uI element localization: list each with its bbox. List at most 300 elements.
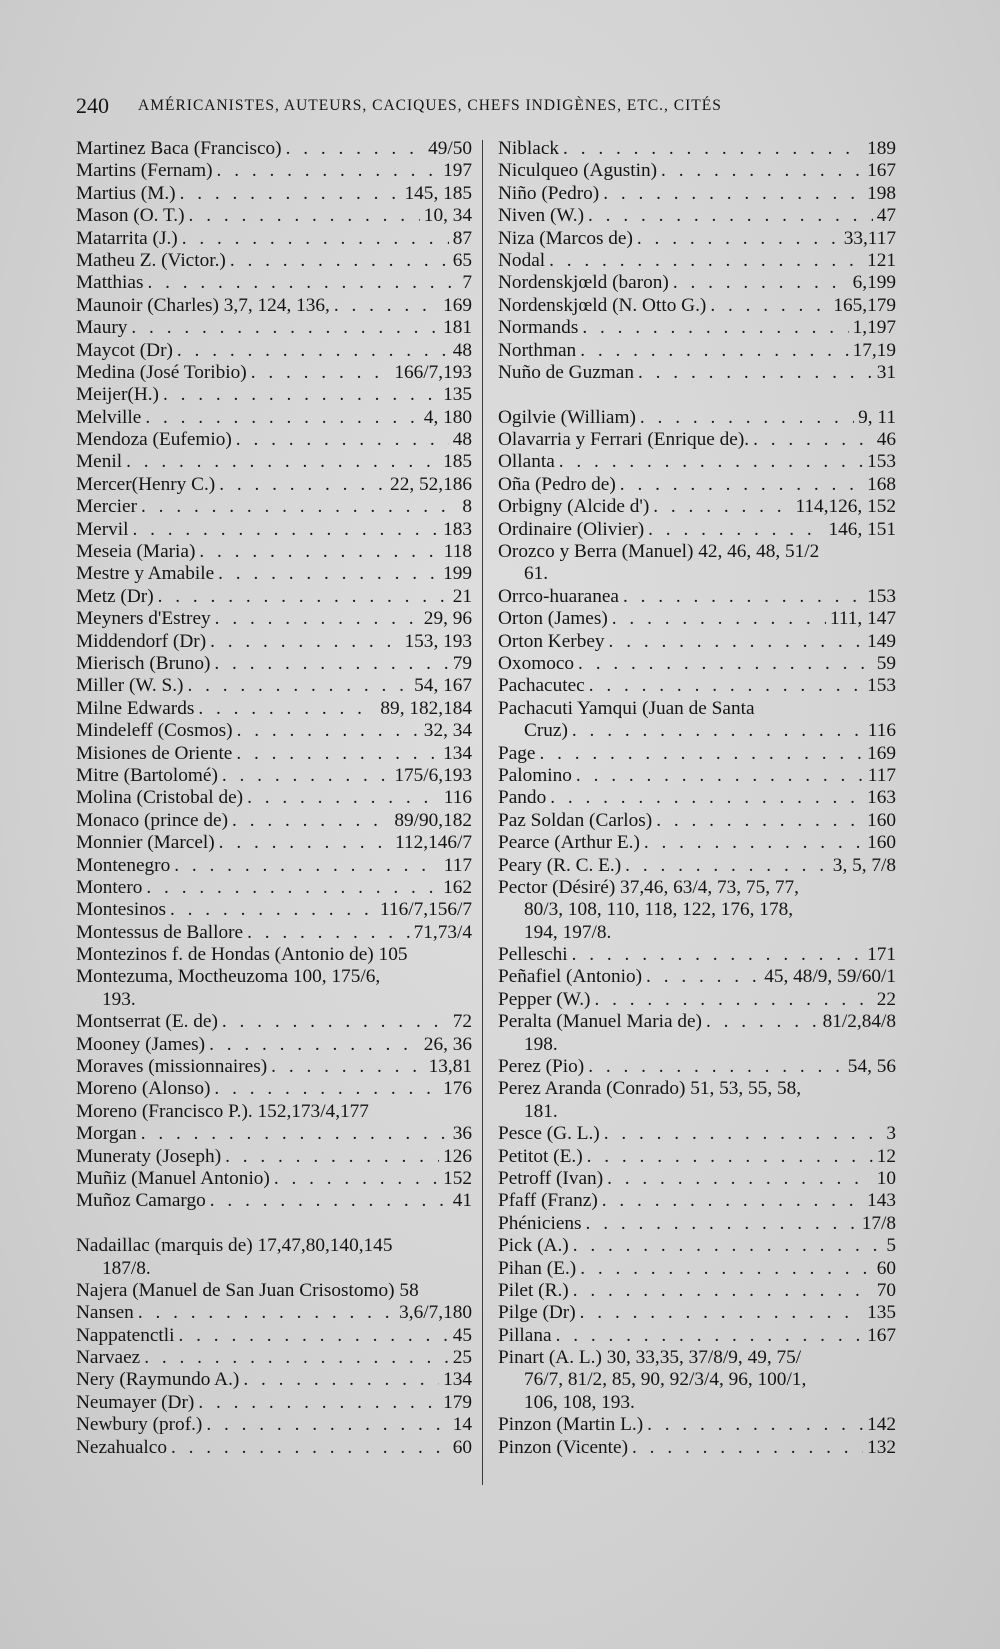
index-entry (76, 340, 472, 362)
index-entry (498, 295, 896, 317)
index-column-right (498, 138, 896, 1459)
dot-leader (580, 1258, 873, 1280)
entry-pages: 9, 11 (858, 406, 896, 428)
dot-leader (640, 407, 854, 429)
index-column-left (76, 138, 472, 1459)
dot-leader (625, 855, 829, 877)
entry-pages: 189 (867, 138, 896, 159)
entry-pages: 3, 5, 7/8 (832, 854, 896, 876)
entry-pages: 171 (867, 944, 896, 966)
entry-pages: 47 (876, 205, 896, 227)
index-entry (498, 586, 896, 608)
entry-pages: 79 (452, 652, 472, 674)
index-entry (76, 138, 472, 160)
index-entry (498, 228, 896, 250)
entry-name: Nuño de Guzman (498, 361, 635, 383)
entry-pages: 48 (452, 339, 472, 361)
dot-leader (214, 653, 448, 675)
entry-pages: 46 (876, 429, 896, 451)
entry-name: Niza (Marcos de) (498, 227, 633, 249)
dot-leader (656, 810, 863, 832)
entry-pages: 132 (867, 1436, 896, 1458)
section-gap (498, 384, 896, 406)
entry-name: Palomino (498, 764, 572, 786)
dot-leader (550, 787, 863, 809)
entry-pages: 126 (443, 1145, 472, 1167)
entry-pages: 185 (443, 451, 472, 473)
entry-pages: 167 (867, 160, 896, 182)
entry-continuation: 187/8. (102, 1257, 151, 1279)
dot-leader (198, 1392, 439, 1414)
index-entry (498, 429, 896, 451)
entry-pages: 167 (867, 1324, 896, 1346)
index-entry (498, 1168, 896, 1190)
index-entry (498, 966, 896, 988)
dot-leader (198, 698, 376, 720)
index-entry (498, 474, 896, 496)
entry-pages: 117 (443, 854, 472, 876)
entry-name: Montenegro (76, 854, 171, 876)
entry-name: Mercer(Henry C.) (76, 473, 216, 495)
entry-name: Neumayer (Dr) (76, 1391, 195, 1413)
index-entry (498, 653, 896, 675)
entry-pages: 197 (443, 160, 472, 182)
entry-pages: 149 (867, 630, 896, 652)
index-entry (498, 272, 896, 294)
dot-leader (141, 1123, 449, 1145)
entry-name: Pinzon (Martin L.) (498, 1414, 644, 1436)
entry-pages: 7 (462, 272, 472, 294)
entry-name: Phéniciens (498, 1212, 582, 1234)
index-entry (498, 832, 896, 854)
entry-name: Molina (Cristobal de) (76, 787, 244, 809)
entry-name: Northman (498, 339, 577, 361)
dot-leader (206, 1414, 448, 1436)
index-entry (76, 877, 472, 899)
dot-leader (646, 966, 760, 988)
entry-name: Mestre y Amabile (76, 563, 215, 585)
index-entry (498, 1078, 896, 1100)
entry-name: Montezinos f. de Hondas (Antonio de) 105 (76, 944, 408, 966)
index-entry (76, 474, 472, 496)
dot-leader (222, 765, 390, 787)
entry-name: Nodal (498, 249, 546, 271)
index-entry (76, 631, 472, 653)
index-entry (498, 1414, 896, 1436)
index-entry (76, 1190, 472, 1212)
entry-name: Montessus de Ballore (76, 921, 244, 943)
dot-leader (576, 765, 864, 787)
entry-name: Maunoir (Charles) 3,7, 124, 136, (76, 294, 330, 316)
index-entry (498, 519, 896, 541)
entry-name: Muñiz (Manuel Antonio) (76, 1167, 270, 1189)
dot-leader (587, 1146, 873, 1168)
dot-leader (286, 138, 425, 160)
dot-leader (146, 877, 439, 899)
entry-name: Pilet (R.) (498, 1279, 569, 1301)
entry-name: Moreno (Alonso) (76, 1078, 211, 1100)
entry-name: Meijer(H.) (76, 384, 159, 406)
dot-leader (215, 608, 420, 630)
entry-name: Page (498, 742, 536, 764)
index-entry (76, 922, 472, 944)
index-entry (76, 1034, 472, 1056)
entry-continuation: 61. (524, 563, 549, 585)
dot-leader (187, 675, 410, 697)
dot-leader (661, 160, 863, 182)
entry-pages: 183 (443, 518, 472, 540)
index-entry (76, 899, 472, 921)
entry-name: Pillana (498, 1324, 552, 1346)
index-entry (76, 451, 472, 473)
dot-leader (582, 317, 848, 339)
index-entry (76, 228, 472, 250)
index-entry (76, 1011, 472, 1033)
entry-pages: 70 (876, 1279, 896, 1301)
entry-name: Montero (76, 876, 143, 898)
entry-pages: 45 (452, 1324, 472, 1346)
entry-name: Mooney (James) (76, 1033, 206, 1055)
index-entry (76, 295, 472, 317)
dot-leader (179, 1325, 449, 1347)
entry-pages: 21 (452, 585, 472, 607)
entry-name: Pearce (Arthur E.) (498, 832, 640, 854)
dot-leader (653, 496, 791, 518)
index-entry (76, 1235, 472, 1257)
dot-leader (199, 541, 439, 563)
dot-leader (180, 183, 401, 205)
entry-name: Melville (76, 406, 142, 428)
entry-name: Nappatenctli (76, 1324, 175, 1346)
entry-name: Mierisch (Bruno) (76, 652, 211, 674)
index-entry (498, 1347, 896, 1369)
index-entry (76, 1369, 472, 1391)
index-entry (76, 384, 472, 406)
entry-pages: 160 (867, 809, 896, 831)
entry-pages: 116/7,156/7 (380, 899, 472, 921)
entry-name: Petroff (Ivan) (498, 1167, 604, 1189)
dot-leader (572, 720, 864, 742)
entry-pages: 12 (876, 1145, 896, 1167)
dot-leader (236, 743, 439, 765)
index-entry (498, 183, 896, 205)
index-entry (498, 989, 896, 1011)
index-entry (498, 138, 896, 160)
index-entry (498, 631, 896, 653)
index-entry (76, 608, 472, 630)
entry-pages: 176 (443, 1078, 472, 1100)
dot-leader (588, 205, 873, 227)
entry-name: Montesinos (76, 899, 166, 921)
index-entry (76, 1414, 472, 1436)
index-entry (76, 496, 472, 518)
entry-name: Muneraty (Joseph) (76, 1145, 222, 1167)
entry-name: Cruz) (524, 720, 568, 742)
entry-name: Oxomoco (498, 652, 575, 674)
entry-name: Montserrat (E. de) (76, 1011, 218, 1033)
entry-pages: 3 (886, 1123, 896, 1145)
entry-pages: 169 (443, 294, 472, 316)
entry-name: Pando (498, 787, 547, 809)
entry-name: Peñafiel (Antonio) (498, 966, 643, 988)
index-entry (498, 1190, 896, 1212)
entry-pages: 175/6,193 (394, 764, 472, 786)
index-entry (76, 183, 472, 205)
entry-pages: 116 (867, 720, 896, 742)
entry-name: Niculqueo (Agustin) (498, 160, 658, 182)
dot-leader (673, 272, 849, 294)
entry-pages: 134 (443, 1369, 472, 1391)
index-entry (498, 362, 896, 384)
index-entry (76, 1280, 472, 1302)
dot-leader (573, 1280, 873, 1302)
entry-name: Mendoza (Eufemio) (76, 429, 232, 451)
index-entry (498, 407, 896, 429)
dot-leader (126, 451, 439, 473)
entry-pages: 59 (876, 652, 896, 674)
index-entry (498, 877, 896, 899)
index-entry (76, 362, 472, 384)
dot-leader (648, 519, 824, 541)
dot-leader (144, 1347, 449, 1369)
entry-name: Martinez Baca (Francisco) (76, 138, 282, 159)
entry-pages: 89, 182,184 (380, 697, 472, 719)
index-entry (498, 1235, 896, 1257)
entry-name: Peary (R. C. E.) (498, 854, 622, 876)
entry-continuation: 194, 197/8. (524, 921, 612, 943)
dot-leader (563, 138, 863, 160)
entry-pages: 181 (443, 317, 472, 339)
entry-name: Nordenskjœld (baron) (498, 272, 669, 294)
entry-name: Maury (76, 317, 128, 339)
entry-pages: 10, 34 (423, 205, 472, 227)
dot-leader (182, 228, 449, 250)
entry-continuation: 181. (524, 1100, 558, 1122)
entry-pages: 199 (443, 563, 472, 585)
entry-continuation: 193. (102, 988, 136, 1010)
dot-leader (209, 1034, 420, 1056)
index-entry (498, 1146, 896, 1168)
index-entry (498, 787, 896, 809)
dot-leader (609, 631, 864, 653)
dot-leader (706, 1011, 819, 1033)
entry-name: Martins (Fernam) (76, 160, 213, 182)
dot-leader (604, 1123, 883, 1145)
entry-name: Nadaillac (marquis de) 17,47,80,140,145 (76, 1235, 393, 1257)
dot-leader (539, 743, 863, 765)
index-entry (498, 496, 896, 518)
entry-continuation: 80/3, 108, 110, 118, 122, 176, 178, (524, 899, 794, 921)
entry-pages: 121 (867, 249, 896, 271)
index-entry (76, 205, 472, 227)
dot-leader (573, 1235, 883, 1257)
entry-continuation: 198. (524, 1033, 558, 1055)
index-entry (498, 1302, 896, 1324)
entry-name: Niño (Pedro) (498, 182, 600, 204)
entry-pages: 32, 34 (423, 720, 472, 742)
entry-name: Newbury (prof.) (76, 1414, 203, 1436)
entry-pages: 118 (443, 541, 472, 563)
index-entry (76, 1123, 472, 1145)
index-entry (498, 675, 896, 697)
entry-name: Pinart (A. L.) 30, 33,35, 37/8/9, 49, 75/ (498, 1347, 802, 1369)
dot-leader (572, 944, 863, 966)
entry-pages: 71,73/4 (413, 921, 472, 943)
dot-leader (620, 474, 863, 496)
entry-pages: 48 (452, 429, 472, 451)
index-entry (76, 407, 472, 429)
index-entry (498, 855, 896, 877)
index-entry (76, 810, 472, 832)
entry-name: Orrco-huaranea (498, 585, 619, 607)
dot-leader (170, 899, 376, 921)
page-header (76, 93, 936, 123)
index-entry (498, 1280, 896, 1302)
entry-name: Perez (Pio) (498, 1056, 585, 1078)
index-entry (498, 160, 896, 182)
dot-leader (132, 519, 439, 541)
entry-name: Meyners d'Estrey (76, 608, 211, 630)
entry-name: Miller (W. S.) (76, 675, 184, 697)
entry-pages: 29, 96 (423, 608, 472, 630)
index-entry (76, 698, 472, 720)
dot-leader (637, 228, 840, 250)
entry-name: Nansen (76, 1302, 134, 1324)
entry-name: Paz Soldan (Carlos) (498, 809, 653, 831)
dot-leader (174, 855, 440, 877)
dot-leader (556, 1325, 864, 1347)
dot-leader (589, 675, 863, 697)
dot-leader (578, 653, 873, 675)
entry-pages: 10 (876, 1167, 896, 1189)
dot-leader (222, 1011, 449, 1033)
index-entry (76, 317, 472, 339)
entry-name: Niblack (498, 138, 560, 159)
entry-pages: 22 (876, 988, 896, 1010)
entry-pages: 41 (452, 1190, 472, 1212)
index-entry (498, 1258, 896, 1280)
index-entry (498, 317, 896, 339)
running-title: AMÉRICANISTES, AUTEURS, CACIQUES, CHEFS INDIGÈNES, ETC., CITÉS (138, 97, 722, 114)
entry-pages: 163 (867, 787, 896, 809)
entry-name: Orton Kerbey (498, 630, 605, 652)
index-entry (498, 250, 896, 272)
entry-name: Ordinaire (Olivier) (498, 518, 645, 540)
entry-pages: 111, 147 (829, 608, 896, 630)
entry-name: Metz (Dr) (76, 585, 154, 607)
index-entry (76, 944, 472, 966)
entry-name: Nezahualco (76, 1436, 167, 1458)
entry-pages: 116 (443, 787, 472, 809)
index-entry (498, 698, 896, 720)
entry-pages: 65 (452, 249, 472, 271)
index-entry (498, 743, 896, 765)
index-entry (76, 1437, 472, 1459)
dot-leader (580, 1302, 863, 1324)
entry-pages: 142 (867, 1414, 896, 1436)
entry-name: Menil (76, 451, 123, 473)
entry-name: Orbigny (Alcide d') (498, 496, 650, 518)
index-entry (498, 608, 896, 630)
entry-pages: 160 (867, 832, 896, 854)
entry-pages: 6,199 (852, 272, 896, 294)
entry-pages: 145, 185 (404, 182, 472, 204)
entry-name: Matthias (76, 272, 144, 294)
entry-name: Montezuma, Moctheuzoma 100, 175/6, (76, 966, 381, 988)
entry-pages: 152 (443, 1167, 472, 1189)
entry-name: Pachacuti Yamqui (Juan de Santa (498, 697, 755, 719)
entry-pages: 168 (867, 473, 896, 495)
dot-leader (586, 1213, 858, 1235)
dot-leader (163, 384, 439, 406)
entry-name: Pepper (W.) (498, 988, 591, 1010)
dot-leader (177, 340, 449, 362)
entry-name: Pilge (Dr) (498, 1302, 576, 1324)
dot-leader (647, 1414, 863, 1436)
entry-name: Nordenskjœld (N. Otto G.) (498, 294, 707, 316)
entry-name: Niven (W.) (498, 205, 585, 227)
entry-name: Moreno (Francisco P.). 152,173/4,177 (76, 1100, 369, 1122)
entry-name: Pesce (G. L.) (498, 1123, 600, 1145)
index-entry (76, 1078, 472, 1100)
entry-continuation: 106, 108, 193. (524, 1391, 635, 1413)
entry-pages: 54, 56 (847, 1056, 896, 1078)
entry-name: Matarrita (J.) (76, 227, 178, 249)
entry-pages: 165,179 (833, 294, 896, 316)
entry-name: Pelleschi (498, 944, 568, 966)
index-entry (76, 519, 472, 541)
entry-pages: 25 (452, 1347, 472, 1369)
index-entry (76, 832, 472, 854)
entry-pages: 22, 52,186 (390, 473, 472, 495)
entry-pages: 135 (867, 1302, 896, 1324)
entry-pages: 17/8 (861, 1212, 896, 1234)
index-entry (76, 1347, 472, 1369)
index-entry (76, 1056, 472, 1078)
entry-pages: 49/50 (428, 138, 472, 159)
entry-pages: 87 (452, 227, 472, 249)
entry-pages: 89/90,182 (394, 809, 472, 831)
dot-leader (225, 1146, 439, 1168)
dot-leader (145, 407, 419, 429)
dot-leader (549, 250, 863, 272)
entry-name: Olavarria y Ferrari (Enrique de). (498, 429, 750, 451)
index-entry (498, 1325, 896, 1347)
index-entry (76, 272, 472, 294)
dot-leader (710, 295, 829, 317)
dot-leader (559, 451, 863, 473)
entry-name: Mindeleff (Cosmos) (76, 720, 233, 742)
dot-leader (644, 832, 863, 854)
dot-leader (632, 1437, 863, 1459)
entry-name: Meseia (Maria) (76, 541, 196, 563)
entry-name: Pinzon (Vicente) (498, 1436, 629, 1458)
dot-leader (138, 1302, 395, 1324)
dot-leader (607, 1168, 873, 1190)
entry-pages: 153, 193 (404, 630, 472, 652)
entry-pages: 134 (443, 742, 472, 764)
dot-leader (218, 563, 439, 585)
entry-name: Orozco y Berra (Manuel) 42, 46, 48, 51/2 (498, 541, 820, 563)
entry-pages: 153 (867, 451, 896, 473)
entry-name: Pector (Désiré) 37,46, 63/4, 73, 75, 77, (498, 876, 799, 898)
dot-leader (147, 272, 458, 294)
dot-leader (623, 586, 863, 608)
entry-pages: 33,117 (843, 227, 896, 249)
entry-pages: 117 (867, 764, 896, 786)
entry-pages: 162 (443, 876, 472, 898)
entry-pages: 60 (876, 1257, 896, 1279)
